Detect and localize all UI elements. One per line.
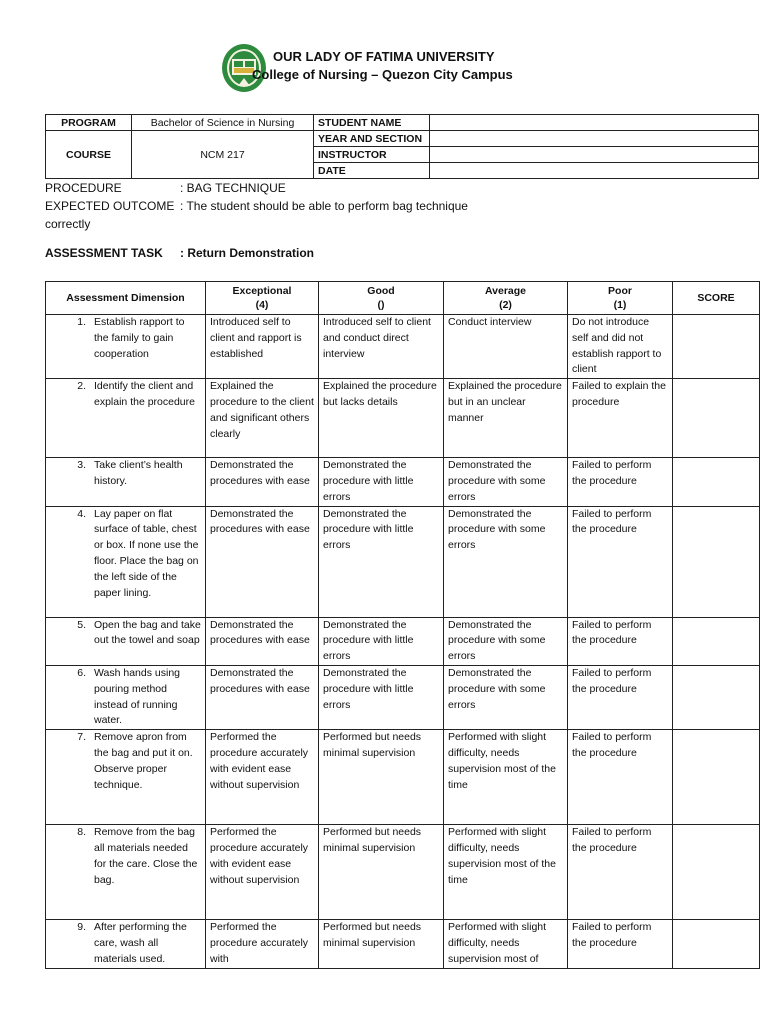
header-average bbox=[444, 282, 568, 315]
year-section-field[interactable] bbox=[430, 131, 759, 147]
header-score: SCORE bbox=[673, 282, 760, 315]
instructor-label: INSTRUCTOR bbox=[314, 147, 430, 163]
exceptional-cell: Demonstrated the procedures with ease bbox=[206, 506, 319, 617]
average-cell: Explained the procedure but in an unclear manner bbox=[444, 379, 568, 458]
dimension-text: Take client’s health history. bbox=[94, 459, 183, 487]
exceptional-cell: Performed the procedure accurately with evident ease without supervision bbox=[206, 825, 319, 920]
poor-cell: Failed to perform the procedure bbox=[568, 825, 673, 920]
good-cell: Introduced self to client and conduct direct interview bbox=[319, 315, 444, 379]
document-header bbox=[0, 40, 768, 96]
header-average-label: Average bbox=[484, 285, 527, 297]
header-poor bbox=[568, 282, 673, 315]
dimension-text: Remove from the bag all materials needed for the care. Close the bag. bbox=[94, 826, 198, 886]
good-cell: Demonstrated the procedure with little errors bbox=[319, 506, 444, 617]
expected-outcome-label: EXPECTED OUTCOME bbox=[45, 199, 175, 213]
score-field[interactable] bbox=[673, 730, 760, 825]
dimension-number: 6. bbox=[77, 666, 86, 679]
score-field[interactable] bbox=[673, 379, 760, 458]
header-good bbox=[319, 282, 444, 315]
score-field[interactable] bbox=[673, 665, 760, 729]
good-cell: Demonstrated the procedure with little errors bbox=[319, 458, 444, 506]
table-row bbox=[46, 617, 760, 665]
poor-cell: Failed to perform the procedure bbox=[568, 458, 673, 506]
score-field[interactable] bbox=[673, 920, 760, 968]
header-good-points: () bbox=[377, 299, 385, 311]
dimension-cell bbox=[46, 379, 206, 458]
average-cell: Demonstrated the procedure with some errors bbox=[444, 458, 568, 506]
dimension-cell bbox=[46, 315, 206, 379]
table-row bbox=[46, 825, 760, 920]
dimension-text: Lay paper on flat surface of table, chest or box. If none use the floor. Place the bag on the left side of the paper lining. bbox=[94, 507, 199, 599]
exceptional-cell: Demonstrated the procedures with ease bbox=[206, 617, 319, 665]
date-field[interactable] bbox=[430, 163, 759, 179]
student-name-label: STUDENT NAME bbox=[314, 115, 430, 131]
dimension-text: Wash hands using pouring method instead of running water. bbox=[94, 666, 180, 727]
dimension-cell bbox=[46, 665, 206, 729]
university-name: OUR LADY OF FATIMA UNIVERSITY bbox=[273, 49, 495, 64]
expected-outcome-continuation: correctly bbox=[45, 217, 91, 231]
table-row bbox=[46, 506, 760, 617]
college-name: College of Nursing – Quezon City Campus bbox=[252, 67, 513, 82]
poor-cell: Failed to perform the procedure bbox=[568, 506, 673, 617]
score-field[interactable] bbox=[673, 458, 760, 506]
procedure-value: : BAG TECHNIQUE bbox=[180, 181, 286, 195]
dimension-text: Open the bag and take out the towel and soap bbox=[94, 618, 201, 647]
good-cell: Demonstrated the procedure with little errors bbox=[319, 617, 444, 665]
table-row bbox=[46, 315, 760, 379]
student-info-table bbox=[45, 114, 759, 179]
assessment-task-label: ASSESSMENT TASK bbox=[45, 246, 163, 260]
exceptional-cell: Demonstrated the procedures with ease bbox=[206, 458, 319, 506]
good-cell: Explained the procedure but lacks details bbox=[319, 379, 444, 458]
poor-cell: Failed to explain the procedure bbox=[568, 379, 673, 458]
header-poor-label: Poor bbox=[608, 285, 632, 297]
good-cell: Performed but needs minimal supervision bbox=[319, 825, 444, 920]
header-exceptional bbox=[206, 282, 319, 315]
dimension-text: Identify the client and explain the procedure bbox=[94, 380, 195, 408]
dimension-number: 5. bbox=[77, 618, 86, 631]
dimension-cell bbox=[46, 825, 206, 920]
poor-cell: Failed to perform the procedure bbox=[568, 730, 673, 825]
score-field[interactable] bbox=[673, 617, 760, 665]
poor-cell: Failed to perform the procedure bbox=[568, 617, 673, 665]
table-row bbox=[46, 730, 760, 825]
good-cell: Performed but needs minimal supervision bbox=[319, 920, 444, 968]
dimension-cell bbox=[46, 920, 206, 968]
average-cell: Demonstrated the procedure with some errors bbox=[444, 665, 568, 729]
dimension-number: 7. bbox=[77, 731, 86, 744]
dimension-cell bbox=[46, 506, 206, 617]
dimension-text: After performing the care, wash all materials used. bbox=[94, 921, 187, 965]
exceptional-cell: Introduced self to client and rapport is established bbox=[206, 315, 319, 379]
dimension-cell bbox=[46, 458, 206, 506]
average-cell: Performed with slight difficulty, needs supervision most of bbox=[444, 920, 568, 968]
good-cell: Demonstrated the procedure with little errors bbox=[319, 665, 444, 729]
score-field[interactable] bbox=[673, 506, 760, 617]
poor-cell: Do not introduce self and did not establish rapport to client bbox=[568, 315, 673, 379]
dimension-number: 1. bbox=[77, 316, 86, 328]
header-average-points: (2) bbox=[499, 299, 512, 311]
exceptional-cell: Performed the procedure accurately with bbox=[206, 920, 319, 968]
average-cell: Demonstrated the procedure with some errors bbox=[444, 617, 568, 665]
table-row bbox=[46, 665, 760, 729]
header-assessment-dimension: Assessment Dimension bbox=[46, 282, 206, 315]
program-label: PROGRAM bbox=[46, 115, 132, 131]
student-name-field[interactable] bbox=[430, 115, 759, 131]
header-exceptional-label: Exceptional bbox=[232, 285, 292, 297]
exceptional-cell: Demonstrated the procedures with ease bbox=[206, 665, 319, 729]
expected-outcome-value: : The student should be able to perform bag technique bbox=[180, 199, 468, 213]
exceptional-cell: Explained the procedure to the client and significant others clearly bbox=[206, 379, 319, 458]
header-good-label: Good bbox=[367, 285, 395, 297]
header-poor-points: (1) bbox=[613, 299, 627, 311]
year-section-label: YEAR AND SECTION bbox=[314, 131, 430, 147]
average-cell: Performed with slight difficulty, needs supervision most of the time bbox=[444, 825, 568, 920]
dimension-cell bbox=[46, 730, 206, 825]
procedure-label: PROCEDURE bbox=[45, 181, 122, 195]
dimension-number: 8. bbox=[77, 826, 86, 839]
poor-cell: Failed to perform the procedure bbox=[568, 665, 673, 729]
score-field[interactable] bbox=[673, 825, 760, 920]
dimension-number: 3. bbox=[77, 459, 86, 472]
average-cell: Conduct interview bbox=[444, 315, 568, 379]
good-cell: Performed but needs minimal supervision bbox=[319, 730, 444, 825]
score-field[interactable] bbox=[673, 315, 760, 379]
date-label: DATE bbox=[314, 163, 430, 179]
exceptional-cell: Performed the procedure accurately with evident ease without supervision bbox=[206, 730, 319, 825]
dimension-number: 4. bbox=[77, 507, 86, 520]
dimension-number: 2. bbox=[77, 380, 86, 393]
poor-cell: Failed to perform the procedure bbox=[568, 920, 673, 968]
rubric-table bbox=[45, 281, 760, 969]
course-value: NCM 217 bbox=[132, 131, 314, 179]
dimension-text: Establish rapport to the family to gain cooperation bbox=[94, 316, 185, 360]
header-exceptional-points: (4) bbox=[255, 299, 269, 311]
average-cell: Demonstrated the procedure with some errors bbox=[444, 506, 568, 617]
average-cell: Performed with slight difficulty, needs supervision most of the time bbox=[444, 730, 568, 825]
dimension-cell bbox=[46, 617, 206, 665]
course-label: COURSE bbox=[46, 131, 132, 179]
instructor-field[interactable] bbox=[430, 147, 759, 163]
table-row bbox=[46, 458, 760, 506]
dimension-text: Remove apron from the bag and put it on. Observe proper technique. bbox=[94, 731, 193, 791]
table-row bbox=[46, 379, 760, 458]
dimension-number: 9. bbox=[77, 921, 86, 934]
table-row bbox=[46, 920, 760, 968]
assessment-task-value: : Return Demonstration bbox=[180, 246, 315, 260]
program-value: Bachelor of Science in Nursing bbox=[132, 115, 314, 131]
